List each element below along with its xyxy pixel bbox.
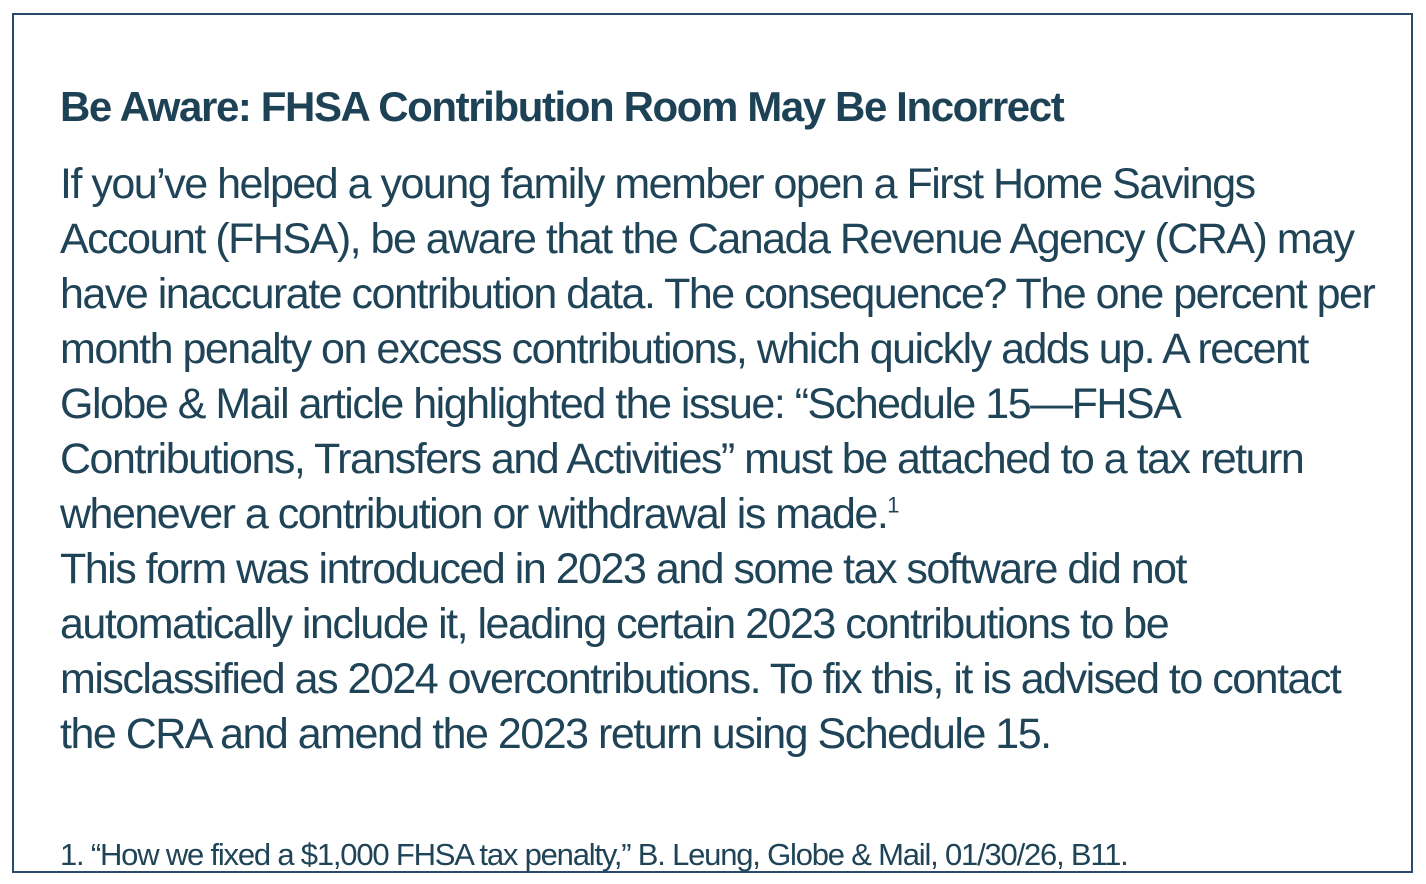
callout-body: [60, 157, 1400, 762]
callout-title: Be Aware: FHSA Contribution Room May Be Incorrect: [60, 83, 1064, 130]
callout-box: [12, 13, 1413, 873]
paragraph-fhsa-warning-text: If you’ve helped a young family member open a First Home Savings Account (FHSA), be aware that the Canada Revenue Agency (CRA) may have inaccurate contribution data. The consequence? The one percent per month penalty on excess contributions, which quickly adds up. A recent Globe & Mail article highlighted the issue: “Schedule 15—FHSA Contributions, Transfers and Activities” must be attached to a tax return whenever a contribution or withdrawal is made.: [60, 160, 1375, 538]
footnote: 1. “How we fixed a $1,000 FHSA tax penalty,” B. Leung, Globe & Mail, 01/30/26, B11.: [60, 837, 1128, 872]
paragraph-fhsa-warning: [60, 157, 1400, 542]
paragraph-schedule-15: This form was introduced in 2023 and some tax software did not automatically include it, leading certain 2023 contributions to be misclassified as 2024 overcontributions. To fix this, it is advised to contact the CRA and amend the 2023 return using Schedule 15.: [60, 545, 1341, 758]
footnote-reference: 1: [887, 492, 900, 518]
